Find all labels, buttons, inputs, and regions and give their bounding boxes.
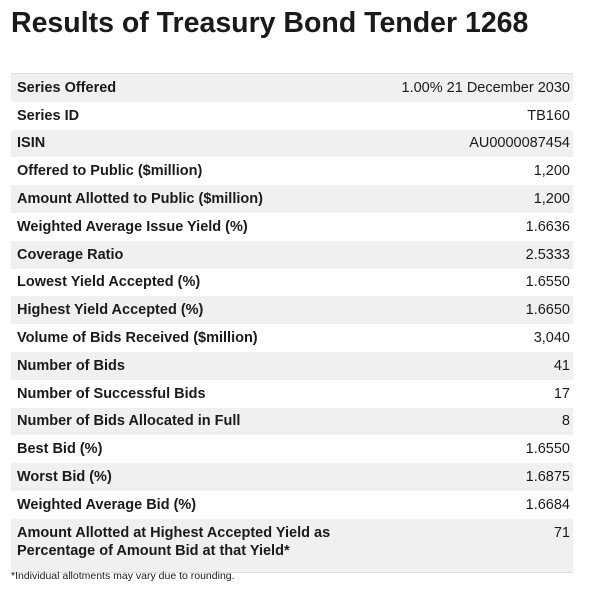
- table-row: [11, 74, 573, 102]
- row-value: 1.6636: [360, 213, 573, 241]
- table-row: [11, 102, 573, 130]
- row-value: 1.6684: [360, 491, 573, 519]
- row-value: 41: [360, 352, 573, 380]
- row-value: 1,200: [360, 157, 573, 185]
- table-row: [11, 157, 573, 185]
- table-row: [11, 241, 573, 269]
- table-row: [11, 130, 573, 158]
- row-label: Lowest Yield Accepted (%): [11, 269, 360, 297]
- row-value: 17: [360, 380, 573, 408]
- row-label: Weighted Average Issue Yield (%): [11, 213, 360, 241]
- table-row: [11, 352, 573, 380]
- row-label: Volume of Bids Received ($million): [11, 324, 360, 352]
- row-label: Offered to Public ($million): [11, 157, 360, 185]
- table-row: [11, 380, 573, 408]
- table-row: [11, 296, 573, 324]
- table-row: [11, 463, 573, 491]
- table-row: [11, 185, 573, 213]
- row-value: 1,200: [360, 185, 573, 213]
- row-value: 1.6875: [360, 463, 573, 491]
- table-row: [11, 491, 573, 519]
- row-label: Coverage Ratio: [11, 241, 360, 269]
- row-label: Weighted Average Bid (%): [11, 491, 360, 519]
- row-value: 1.6650: [360, 296, 573, 324]
- row-label: Highest Yield Accepted (%): [11, 296, 360, 324]
- row-label: Number of Bids Allocated in Full: [11, 408, 360, 436]
- footnote: *Individual allotments may vary due to rounding.: [11, 570, 235, 582]
- row-value: 1.6550: [360, 269, 573, 297]
- row-label: Amount Allotted to Public ($million): [11, 185, 360, 213]
- row-value: 8: [360, 408, 573, 436]
- table-row: [11, 408, 573, 436]
- row-label: Best Bid (%): [11, 435, 360, 463]
- table-row: [11, 269, 573, 297]
- results-table: [11, 73, 573, 573]
- row-value: TB160: [360, 102, 573, 130]
- row-value: AU0000087454: [360, 130, 573, 158]
- row-value: 1.6550: [360, 435, 573, 463]
- row-value: 2.5333: [360, 241, 573, 269]
- table-row: [11, 435, 573, 463]
- table-row: [11, 324, 573, 352]
- row-label: Amount Allotted at Highest Accepted Yield as Percentage of Amount Bid at that Yield*: [11, 519, 360, 573]
- row-label: Series ID: [11, 102, 360, 130]
- row-value: 1.00% 21 December 2030: [360, 74, 573, 102]
- row-label: Series Offered: [11, 74, 360, 102]
- row-label: ISIN: [11, 130, 360, 158]
- row-label: Worst Bid (%): [11, 463, 360, 491]
- table-row: [11, 519, 573, 573]
- table-row: [11, 213, 573, 241]
- row-label: Number of Bids: [11, 352, 360, 380]
- row-value: 3,040: [360, 324, 573, 352]
- row-value: 71: [360, 519, 573, 573]
- row-label: Number of Successful Bids: [11, 380, 360, 408]
- page-title: Results of Treasury Bond Tender 1268: [11, 7, 529, 39]
